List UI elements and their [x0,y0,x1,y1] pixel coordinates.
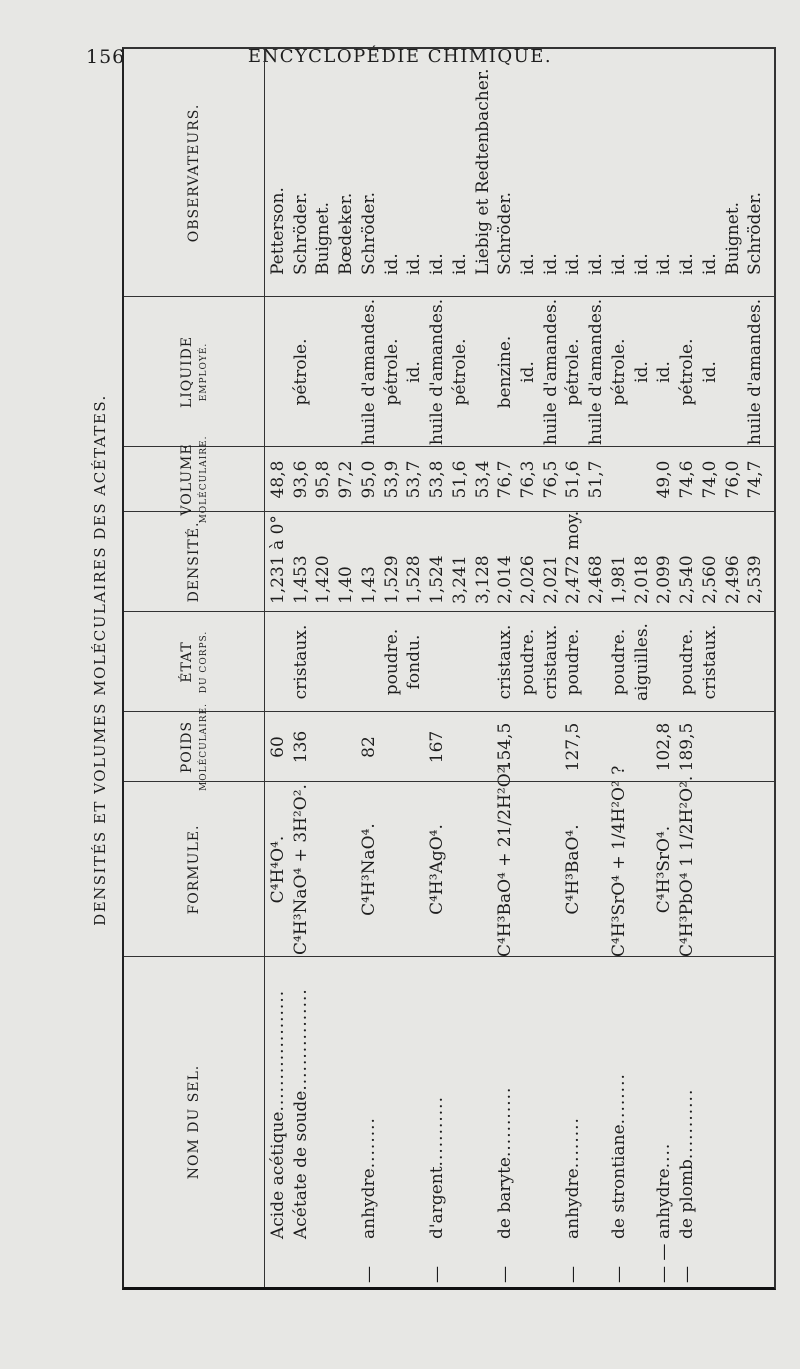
densite-cell: 1,981 [608,555,629,604]
observateur-cell: id. [540,253,561,275]
poids-cell: 136 [290,730,311,764]
header-observateurs [124,49,264,297]
volume-cell: 49,0 [654,460,675,499]
etat-cell: cristaux. [290,624,311,700]
observateur-cell: Schröder. [745,191,766,275]
nom-cell [402,965,426,1283]
observateur-cell: id. [404,253,425,275]
observateur-cell: id. [677,253,698,275]
nom-cell [289,965,313,1283]
nom-cell [630,965,654,1283]
table-row [357,49,381,1287]
ditto-dash: — [427,1266,448,1283]
volume-cell: 74,6 [677,460,698,499]
etat-cell: cristaux. [699,624,720,700]
ditto-dash: — [563,1266,584,1283]
nom-cell [311,965,335,1283]
liquide-cell: id. [404,361,425,383]
dot-leader: .... [654,1142,675,1169]
densite-cell: 1,231 à 0° [268,515,288,604]
etat-cell: aiguilles. [631,623,652,701]
formula-cell: C⁴H³NaO⁴. [358,823,379,916]
liquide-cell: id. [654,361,675,383]
volume-cell: 51,6 [449,460,470,499]
volume-cell: 74,0 [699,460,720,499]
densite-cell: 3,128 [472,555,493,604]
header-etat-label: ÉTAT [179,641,195,683]
nom-cell [357,965,381,1283]
observateur-cell: id. [654,253,675,275]
dot-leader: ........ [563,1117,584,1169]
densite-cell: 3,241 [449,555,470,604]
observateur-cell: id. [699,253,720,275]
table-title: DENSITÉS ET VOLUMES MOLÉCULAIRES DES ACÉTATES. [91,394,109,926]
header-volume [124,435,264,524]
salt-name: anhydre [563,1168,584,1239]
header-observateurs-label: OBSERVATEURS. [186,103,202,243]
observateur-cell: Schröder. [290,191,311,275]
liquide-cell: id. [699,361,720,383]
nom-cell [675,965,699,1283]
header-poids-label: POIDS [179,720,195,774]
header-volume-sub: MOLÉCULAIRE. [199,435,209,524]
poids-cell: 167 [427,730,448,764]
nom-cell [380,965,404,1283]
table-row [402,49,426,1287]
table-row [380,49,404,1287]
ditto-dash: — [677,1266,698,1283]
poids-cell: 102,8 [654,722,675,772]
nom-cell [743,965,767,1283]
liquide-cell: id. [518,361,538,383]
poids-cell: 82 [358,736,379,758]
formula-cell: C⁴H⁴O⁴. [268,835,288,904]
liquide-cell: huile d'amandes. [586,298,607,446]
page-number: 156 [86,46,126,68]
dot-leader: ........... [495,1086,516,1157]
header-formule-label: FORMULE. [186,824,202,915]
liquide-cell: benzine. [495,335,516,409]
salt-name: de plomb [677,1159,698,1239]
formula-cell: C⁴H³BaO⁴ + 21/2H²O². [495,761,516,957]
observateur-cell: id. [449,253,470,275]
volume-cell: 76,5 [540,460,561,499]
ditto-dash: — — [654,1243,675,1283]
observateur-cell: id. [518,253,538,275]
volume-cell: 95,8 [313,460,334,499]
observateur-cell: id. [586,253,607,275]
header-etat [124,611,264,712]
header-liquide-label: LIQUIDE [179,335,195,409]
nom-cell [698,965,722,1283]
formula-cell: C⁴H³BaO⁴. [563,824,584,915]
densite-cell: 1,528 [404,555,425,604]
header-etat-sub: DU CORPS. [199,630,209,694]
formula-cell: C⁴H³SrO⁴. [654,825,675,914]
etat-cell: cristaux. [495,624,516,700]
header-volume-label: VOLUME [179,443,195,516]
volume-cell: 76,0 [722,460,743,499]
table-row [721,49,745,1287]
liquide-cell: huile d'amandes. [358,298,379,446]
densite-cell: 2,014 [495,555,516,604]
table-row [743,49,767,1287]
densite-cell: 2,472 moy. [563,510,584,604]
table-row [493,49,517,1287]
observateur-cell: Bœdeker. [336,192,357,275]
header-poids-sub: MOLÉCULAIRE. [199,703,209,791]
table-row [607,49,631,1287]
volume-cell: 53,8 [427,460,448,499]
observateur-cell: Petterson. [268,187,288,275]
observateur-cell: id. [563,253,584,275]
nom-cell [607,965,631,1283]
table-row [311,49,335,1287]
header-nom-label: NOM DU SEL. [186,1064,202,1180]
densite-cell: 2,540 [677,555,698,604]
volume-cell: 53,9 [381,460,402,499]
densite-cell: 2,099 [654,555,675,604]
densite-cell: 2,018 [631,555,652,604]
dot-leader: ........... [427,1096,448,1167]
table-row [516,49,540,1287]
volume-cell: 74,7 [745,460,766,499]
poids-cell: 189,5 [677,722,698,772]
dot-leader: ........ [358,1117,379,1169]
observateur-cell: Buignet. [722,201,743,275]
salt-name: Acétate de soude [290,1090,311,1239]
poids-cell: 60 [268,736,288,758]
observateur-cell: Schröder. [495,191,516,275]
table-row [289,49,313,1287]
poids-cell: 127,5 [563,722,584,772]
densite-cell: 1,453 [290,555,311,604]
volume-cell: 76,7 [495,460,516,499]
volume-cell: 51,7 [586,460,607,499]
ditto-dash: — [358,1266,379,1283]
header-densite-label: DENSITÉ. [186,521,202,603]
densite-cell: 2,539 [745,555,766,604]
table-row [539,49,563,1287]
table-row [675,49,699,1287]
formula-cell: C⁴H³PbO⁴ 1 1/2H²O². [677,775,698,957]
rotated-table-block [80,30,790,1290]
table-row [266,49,290,1287]
etat-cell: poudre. [608,628,629,696]
salt-name: de strontiane [608,1124,629,1239]
volume-cell: 95,0 [358,460,379,499]
ditto-dash: — [495,1266,516,1283]
etat-cell: poudre. [563,628,584,696]
header-nom [124,956,264,1287]
volume-cell: 48,8 [268,460,288,499]
formula-cell: C⁴H³SrO⁴ + 1/4H²O² ? [608,765,629,957]
nom-cell [471,965,495,1283]
formula-cell: C⁴H³AgO⁴. [427,824,448,915]
header-densite [124,511,264,612]
observateur-cell: Schröder. [358,191,379,275]
dot-leader: ........... [677,1088,698,1160]
salt-name: d'argent [427,1166,448,1239]
table-row [652,49,676,1287]
nom-cell [448,965,472,1283]
liquide-cell: pétrole. [608,338,629,406]
observateur-cell: id. [427,253,448,275]
nom-cell [425,965,449,1283]
nom-cell [334,965,358,1283]
poids-cell: 154,5 [495,722,516,772]
volume-cell: 76,3 [518,460,538,499]
liquide-cell: huile d'amandes. [540,298,561,446]
densite-cell: 2,496 [722,555,743,604]
observateur-cell: id. [608,253,629,275]
table-row [584,49,608,1287]
volume-cell: 97,2 [336,460,357,499]
acetate-table [122,47,776,1290]
etat-cell: poudre. [518,628,538,696]
formula-cell: C⁴H³NaO⁴ + 3H²O². [290,784,311,955]
running-title: ENCYCLOPÉDIE CHIMIQUE. [247,46,553,67]
densite-cell: 2,021 [540,555,561,604]
etat-cell: poudre. [677,628,698,696]
nom-cell [584,965,608,1283]
densite-cell: 1,43 [358,566,379,604]
table-row [630,49,654,1287]
densite-cell: 2,468 [586,555,607,604]
nom-cell [493,965,517,1283]
volume-cell: 93,6 [290,460,311,499]
liquide-cell: pétrole. [290,338,311,406]
ditto-dash: — [608,1266,629,1283]
observateur-cell: id. [381,253,402,275]
table-row [334,49,358,1287]
nom-cell [652,965,676,1283]
densite-cell: 1,529 [381,555,402,604]
etat-cell: poudre. [381,628,402,696]
densite-cell: 2,560 [699,555,720,604]
liquide-cell: huile d'amandes. [745,298,766,446]
liquide-cell: id. [631,361,652,383]
densite-cell: 1,420 [313,555,334,604]
header-formule [124,781,264,957]
liquide-cell: pétrole. [677,338,698,406]
header-poids [124,703,264,791]
observateur-cell: Buignet. [313,201,334,275]
observateur-cell: id. [631,253,652,275]
salt-name: anhydre [358,1168,379,1239]
table-row [698,49,722,1287]
table-row [425,49,449,1287]
volume-cell: 53,4 [472,460,493,499]
liquide-cell: huile d'amandes. [427,298,448,446]
header-liquide [124,296,264,447]
dot-leader: ................... [268,989,288,1112]
nom-cell [266,965,290,1283]
liquide-cell: pétrole. [563,338,584,406]
table-body [264,49,764,1287]
liquide-cell: pétrole. [449,338,470,406]
liquide-cell: pétrole. [381,338,402,406]
dot-leader: ................ [290,988,311,1091]
table-row [561,49,585,1287]
densite-cell: 2,026 [518,555,538,604]
salt-name: anhydre [654,1168,675,1239]
etat-cell: cristaux. [540,624,561,700]
densite-cell: 1,40 [336,566,357,604]
salt-name: de baryte [495,1157,516,1239]
volume-cell: 53,7 [404,460,425,499]
table-row [448,49,472,1287]
dot-leader: ........ [608,1073,629,1125]
volume-cell: 51,6 [563,460,584,499]
etat-cell: fondu. [404,634,425,690]
densite-cell: 1,524 [427,555,448,604]
nom-cell [516,965,540,1283]
salt-name: Acide acétique [268,1111,288,1239]
nom-cell [539,965,563,1283]
nom-cell [561,965,585,1283]
header-liquide-sub: EMPLOYÉ. [199,342,209,402]
table-row [471,49,495,1287]
nom-cell [721,965,745,1283]
observateur-cell: Liebig et Redtenbacher. [472,68,493,275]
